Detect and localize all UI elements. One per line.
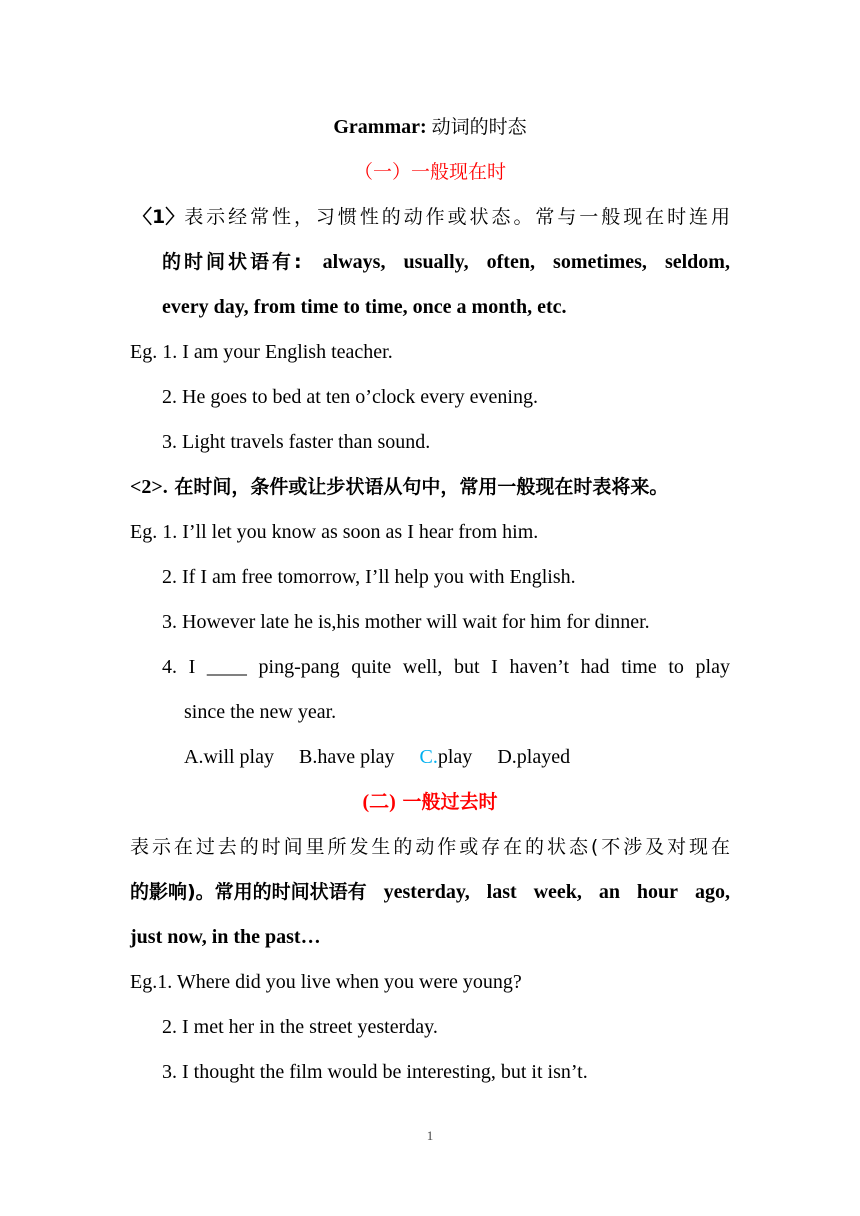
q4-word: ping-pang [258,656,340,678]
s1-p2-example-2: 2. If I am free tomorrow, I’ll help you with English. [162,566,576,588]
q4-word: 4. [162,656,177,678]
option-c [420,746,473,768]
document-title [0,112,860,157]
s1-p2-example-1: Eg. 1. I’ll let you know as soon as I hear from him. [130,521,539,543]
q4-word: had [580,656,610,678]
s1-p2-example-3: 3. However late he is,his mother will wait for him for dinner. [162,611,650,633]
s1-p2-number: <2>. [130,476,168,498]
s1-p1-line2 [0,247,860,292]
adverb-word: always, [322,251,386,273]
s1-p1-line1 [0,202,860,247]
question-4-line2: since the new year. [184,701,337,723]
s1-p1-line3: every day, from time to time, once a month, etc. [162,296,567,318]
q4-word: haven’t [509,656,570,678]
s2-p1-text: 表示在过去的时间里所发生的动作或存在的状态(不涉及对现在 [130,836,730,858]
s2-example-3: 3. I thought the film would be interesting, but it isn’t. [162,1061,588,1083]
adverb-word: seldom, [664,251,730,273]
question-4-line1 [0,652,860,697]
q4-word: I [491,656,498,678]
title-cn: 动词的时态 [431,116,527,138]
adverb-word: sometimes, [553,251,647,273]
time-word: yesterday, [383,881,470,903]
time-word: an [598,881,620,903]
time-word: week, [533,881,582,903]
q4-word: but [453,656,480,678]
time-word: last [486,881,517,903]
question-4-options [184,742,570,787]
s1-p1-text: 表示经常性，习惯性的动作或状态。常与一般现在时连用 [184,206,730,228]
q4-word: I [188,656,196,678]
option-c-text: play [437,746,473,768]
title-prefix: Grammar: [333,116,432,138]
time-word: hour [636,881,679,903]
section2-number: (二) [362,791,396,813]
section2-title: 一般过去时 [395,791,498,813]
adverb-word: usually, [403,251,469,273]
q4-word: to [668,656,684,678]
s1-p1-number: 〈1〉 [133,206,185,228]
time-word: ago, [694,881,730,903]
section2-heading [0,787,860,832]
option-c-letter: C. [419,746,438,768]
s2-p1-line3: just now, in the past… [130,926,321,948]
s1-p2-line [130,472,668,517]
s1-example-3: 3. Light travels faster than sound. [162,431,431,453]
s1-p2-text: 在时间，条件或让步状语从句中，常用一般现在时表将来。 [167,476,669,498]
q4-word: well, [402,656,443,678]
s1-example-1: Eg. 1. I am your English teacher. [130,341,393,363]
adverb-word: often, [486,251,535,273]
option-a: A.will play [184,746,274,768]
q4-blank: ____ [206,656,247,678]
s1-p1-l2-cn: 的时间状语有: [162,251,305,273]
s2-p1-line2 [0,877,860,922]
section1-heading: （一）一般现在时 [353,161,506,183]
q4-word: quite [351,656,392,678]
page-number: 1 [426,1128,434,1143]
s2-example-2: 2. I met her in the street yesterday. [162,1016,438,1038]
s2-p1-l2-cn: 的影响)。常用的时间状语有 [130,881,367,903]
option-b: B.have play [299,746,395,768]
q4-word: time [621,656,657,678]
s1-example-2: 2. He goes to bed at ten o’clock every evening. [162,386,538,408]
s2-p1-line1 [0,832,860,877]
option-d: D.played [497,746,571,768]
s2-example-1: Eg.1. Where did you live when you were young? [130,971,522,993]
q4-word: play [695,656,730,678]
